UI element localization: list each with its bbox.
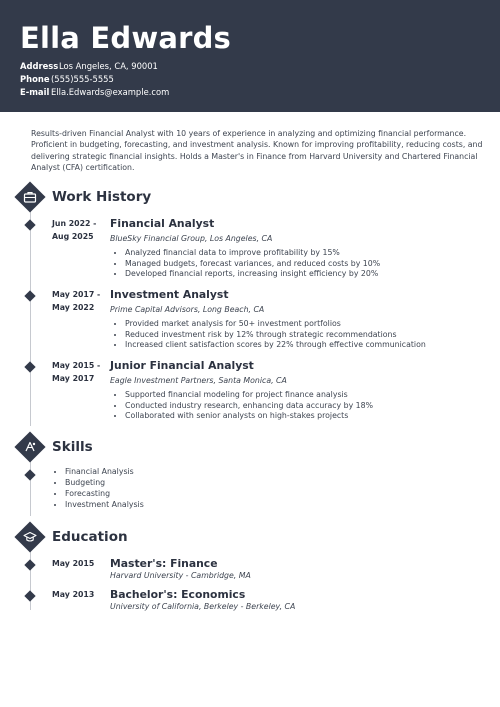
job-date-end: May 2022	[52, 302, 95, 312]
job-title: Junior Financial Analyst	[110, 359, 254, 372]
contact-value: Ella.Edwards@example.com	[51, 87, 170, 97]
job-bullet: • Reduced investment risk by 12% through strategic recommendations	[125, 330, 426, 341]
skill-item: • Financial Analysis	[65, 467, 144, 478]
contact-email	[20, 86, 169, 98]
job-org: Eagle Investment Partners, Santa Monica, CA	[110, 376, 287, 385]
job-date-start: May 2017 -	[52, 290, 101, 299]
job-bullet: • Collaborated with senior analysts on high-stakes projects	[125, 411, 373, 422]
job-bullets	[110, 390, 373, 422]
job-date-end: May 2017	[52, 373, 95, 383]
job-date	[52, 360, 106, 385]
job-bullet: • Increased client satisfaction scores by 22% through effective communication	[125, 340, 426, 351]
job-bullet: • Analyzed financial data to improve profitability by 15%	[125, 248, 380, 259]
skills-icon	[15, 432, 45, 462]
job-bullet: • Supported financial modeling for project finance analysis	[125, 390, 373, 401]
timeline-dot	[24, 361, 35, 372]
candidate-name: Ella Edwards	[20, 21, 232, 55]
job-org: Prime Capital Advisors, Long Beach, CA	[110, 305, 265, 314]
timeline-dot	[24, 559, 35, 570]
skill-item: • Investment Analysis	[65, 500, 144, 511]
job-date-start: Jun 2022 -	[52, 219, 97, 228]
section-title-skills: Skills	[52, 439, 93, 455]
job-date	[52, 218, 106, 243]
graduation-cap-icon	[15, 522, 45, 552]
section-title-education: Education	[52, 529, 128, 545]
skills-list	[52, 467, 144, 511]
job-bullet: • Conducted industry research, enhancing data accuracy by 18%	[125, 401, 373, 412]
contact-value: (555)555-5555	[51, 74, 114, 84]
professional-summary: Results-driven Financial Analyst with 10 years of experience in analyzing and optimizing financial performance. Proficient in budgeting, forecasting, and investment analysis. Known for improving profitability, reducing costs, and delivering strategic financial insights. Holds a Master's in Finance from Harvard University and Chartered Financial Analyst (CFA) certification.	[31, 129, 483, 172]
timeline-dot	[24, 219, 35, 230]
header-banner	[0, 0, 500, 112]
briefcase-icon	[15, 182, 45, 212]
education-degree: Master's: Finance	[110, 557, 218, 570]
job-org: BlueSky Financial Group, Los Angeles, CA	[110, 234, 273, 243]
contact-address	[20, 60, 158, 72]
timeline-dot	[24, 290, 35, 301]
job-bullets	[110, 248, 380, 280]
job-bullet: • Managed budgets, forecast variances, and reduced costs by 10%	[125, 259, 380, 270]
section-title-work-history: Work History	[52, 189, 152, 205]
timeline-line-skills	[30, 458, 31, 516]
job-bullet: • Provided market analysis for 50+ investment portfolios	[125, 319, 426, 330]
education-school: University of California, Berkeley - Berkeley, CA	[110, 602, 296, 611]
contact-value: Los Angeles, CA, 90001	[59, 61, 158, 71]
timeline-line-work	[30, 208, 31, 426]
timeline-dot	[24, 469, 35, 480]
contact-label: Address	[20, 61, 59, 71]
contact-phone	[20, 73, 114, 85]
job-date-start: May 2015 -	[52, 361, 101, 370]
contact-label: Phone	[20, 74, 50, 84]
job-bullet: • Developed financial reports, increasing insight efficiency by 20%	[125, 269, 380, 280]
job-date-end: Aug 2025	[52, 231, 94, 241]
job-bullets	[110, 319, 426, 351]
job-title: Financial Analyst	[110, 217, 215, 230]
education-school: Harvard University - Cambridge, MA	[110, 571, 251, 580]
timeline-dot	[24, 590, 35, 601]
education-date: May 2015	[52, 559, 95, 568]
job-date	[52, 289, 106, 314]
skill-item: • Forecasting	[65, 489, 144, 500]
education-date: May 2013	[52, 590, 95, 599]
skill-item: • Budgeting	[65, 478, 144, 489]
job-title: Investment Analyst	[110, 288, 229, 301]
education-degree: Bachelor's: Economics	[110, 588, 246, 601]
contact-label: E-mail	[20, 87, 50, 97]
